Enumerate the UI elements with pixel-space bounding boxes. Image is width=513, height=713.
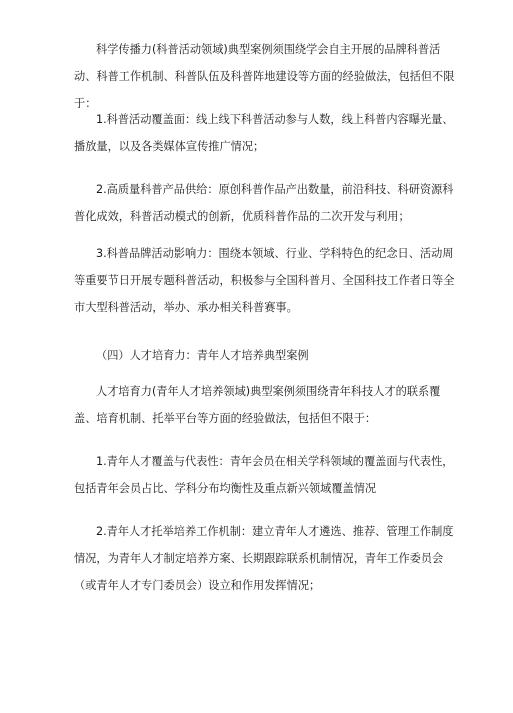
section-heading-talent: （四）人才培育力：青年人才培养典型案例 (96, 349, 309, 362)
paragraph-quality-products: 2.高质量科普产品供给：原创科普作品产出数量，前沿科技、科研资源科普化成效，科普活动模式的创新，优质科普作品的二次开发与利用； (74, 183, 454, 223)
paragraph-brand-influence: 3.科普品牌活动影响力：围绕本领域、行业、学科特色的纪念日、活动周等重要节日开展专题科普活动，积极参与全国科普月、全国科技工作者日等全市大型科普活动，举办、承办相关科普赛事。 (74, 247, 455, 314)
paragraph-science-communication-intro: 科学传播力(科普活动领域)典型案例须围绕学会自主开展的品牌科普活动、科普工作机制、科普队伍及科普阵地建设等方面的经验做法，包括但不限于： (74, 43, 455, 110)
paragraph-talent-coverage: 1.青年人才覆盖与代表性：青年会员在相关学科领域的覆盖面与代表性，包括青年会员占比、学科分布均衡性及重点新兴领域覆盖情况 (74, 455, 454, 495)
paragraph-talent-mechanism: 2.青年人才托举培养工作机制：建立青年人才遴选、推荐、管理工作制度情况，为青年人才制定培养方案、长期跟踪联系机制情况，青年工作委员会（或青年人才专门委员会）设立和作用发挥情况； (74, 525, 454, 592)
paragraph-coverage: 1.科普活动覆盖面：线上线下科普活动参与人数，线上科普内容曝光量、播放量，以及各类媒体宣传推广情况； (74, 113, 454, 153)
paragraph-talent-intro: 人才培育力(青年人才培养领域)典型案例须围绕青年科技人才的联系覆盖、培育机制、托举平台等方面的经验做法，包括但不限于： (74, 385, 441, 425)
